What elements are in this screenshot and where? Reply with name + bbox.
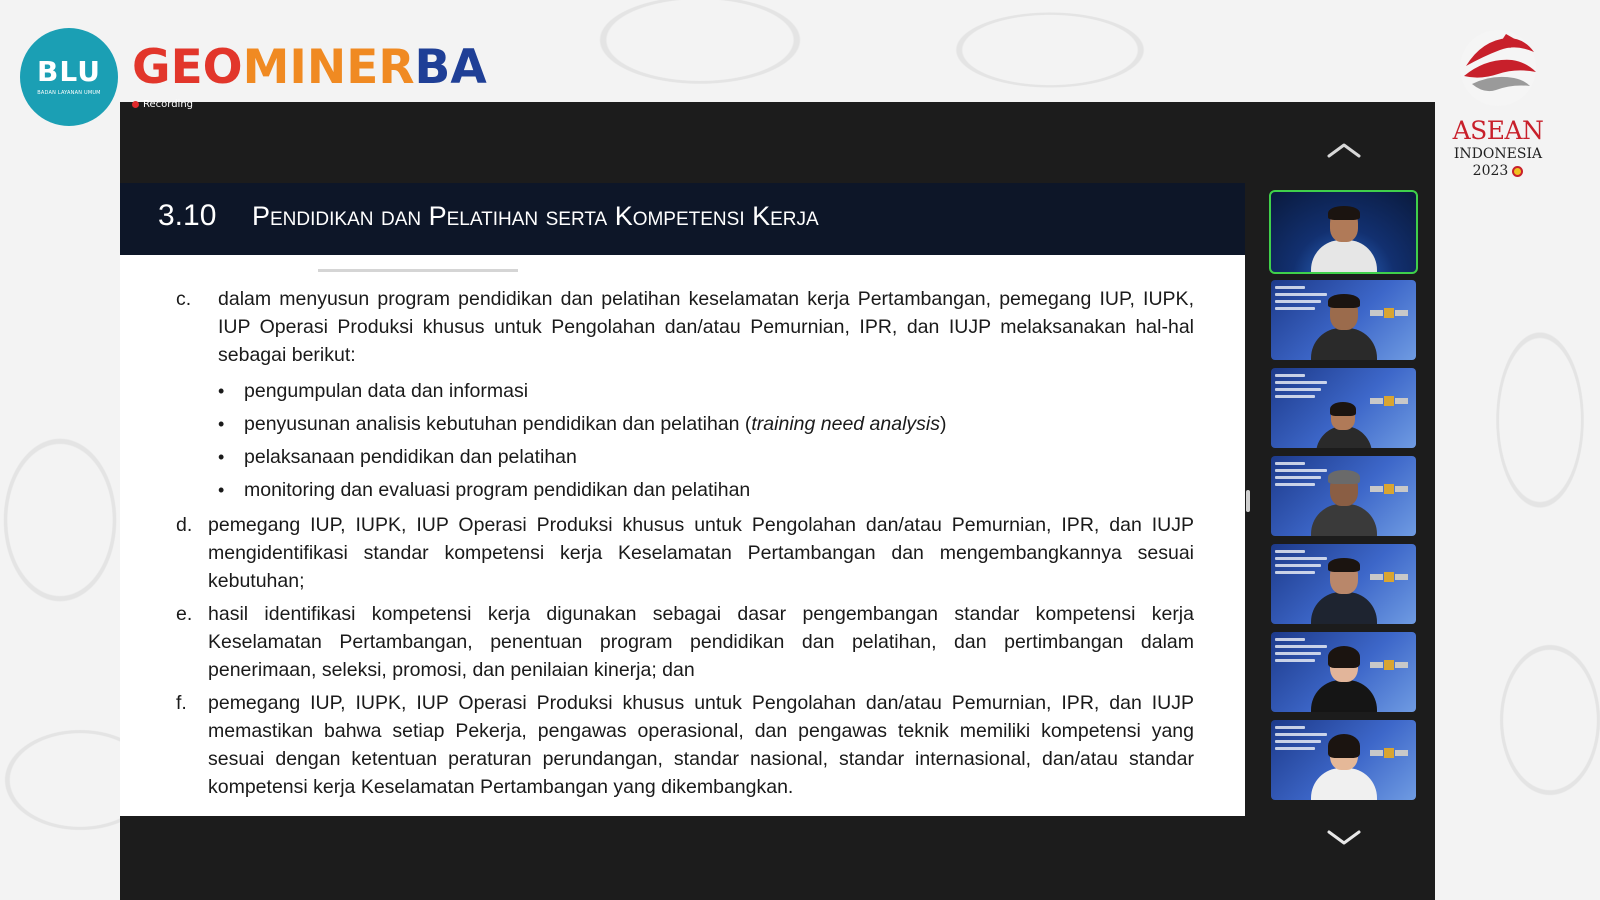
asean-year-row bbox=[1448, 163, 1548, 180]
participant-video-tile[interactable] bbox=[1271, 280, 1416, 360]
list-item-text: pemegang IUP, IUPK, IUP Operasi Produksi khusus untuk Pengolahan dan/atau Pemurnian, IPR, dan IUJP mengidentifikasi standar kompetensi kerja Keselamatan Pertambangan dan mengembangkannya sesuai kebutuhan; bbox=[208, 514, 1194, 592]
list-item-e bbox=[176, 600, 1194, 684]
slide-section-number: 3.10 bbox=[158, 199, 217, 232]
slide-body bbox=[176, 285, 1194, 801]
recording-indicator[interactable] bbox=[132, 97, 193, 111]
list-marker: e. bbox=[176, 603, 193, 625]
asean-emblem-icon bbox=[1456, 26, 1540, 110]
participant-avatar bbox=[1309, 472, 1379, 536]
bullet-dot-icon: • bbox=[218, 413, 225, 434]
participant-video-tile[interactable] bbox=[1271, 368, 1416, 448]
gallery-scroll-up-button[interactable] bbox=[1324, 140, 1364, 160]
participant-avatar bbox=[1314, 404, 1374, 448]
list-item-c bbox=[176, 285, 1194, 369]
list-marker: f. bbox=[176, 692, 187, 714]
bullet-text-close: ) bbox=[940, 412, 947, 435]
geominerba-logo-part-geo: GEO bbox=[132, 40, 243, 95]
gallery-scroll-down-button[interactable] bbox=[1324, 828, 1364, 848]
satellite-icon bbox=[1368, 384, 1410, 418]
participant-video-tile[interactable] bbox=[1271, 456, 1416, 536]
blu-logo bbox=[20, 28, 118, 126]
participant-avatar bbox=[1309, 736, 1379, 800]
shared-slide bbox=[120, 183, 1245, 816]
list-item-text: hasil identifikasi kompetensi kerja digunakan sebagai dasar pengembangan standar kompetensi kerja Keselamatan Pertambangan, penentuan program pendidikan dan pelatihan, dan pertimbangan dalam penerimaan, seleksi, promosi, dan penilaian kinerja; dan bbox=[208, 603, 1194, 681]
list-marker: c. bbox=[176, 288, 192, 310]
bullet-text-main: penyusunan analisis kebutuhan pendidikan dan pelatihan ( bbox=[244, 412, 752, 435]
bullet-text bbox=[244, 410, 947, 438]
participant-avatar bbox=[1309, 208, 1379, 272]
participant-avatar bbox=[1309, 648, 1379, 712]
bullet-item bbox=[218, 473, 1194, 506]
list-item-text: dalam menyusun program pendidikan dan pelatihan keselamatan kerja Pertambangan, pemegang IUP, IUPK, IUP Operasi Produksi khusus untuk Pengolahan dan/atau Pemurnian, IPR, dan IUJP melaksanakan hal-hal sebagai berikut: bbox=[218, 288, 1194, 366]
list-item-f bbox=[176, 689, 1194, 801]
recording-label: Recording bbox=[143, 98, 194, 110]
participant-avatar bbox=[1309, 296, 1379, 360]
participant-video-tile[interactable] bbox=[1271, 632, 1416, 712]
asean-country: INDONESIA bbox=[1453, 146, 1543, 162]
bullet-text-italic: training need analysis bbox=[751, 412, 941, 435]
participant-video-tile-active-speaker[interactable] bbox=[1271, 192, 1416, 272]
list-item-d bbox=[176, 511, 1194, 595]
bullet-item bbox=[218, 374, 1194, 407]
participant-avatar bbox=[1309, 560, 1379, 624]
bullet-item bbox=[218, 407, 1194, 440]
asean-year: 2023 bbox=[1472, 162, 1509, 179]
recording-dot-icon bbox=[132, 101, 139, 108]
slide-divider bbox=[318, 269, 518, 272]
bullet-list bbox=[218, 374, 1194, 506]
geominerba-logo-part-miner: MINER bbox=[242, 40, 415, 95]
bullet-text: pelaksanaan pendidikan dan pelatihan bbox=[244, 445, 577, 468]
list-item-text: pemegang IUP, IUPK, IUP Operasi Produksi khusus untuk Pengolahan dan/atau Pemurnian, IPR, dan IUJP memastikan bahwa setiap Pekerja, pengawas operasional, dan pengawas teknik memiliki kompetensi yang sesuai dengan ketentuan peraturan perundangan, standar nasional, standar internasional, dan/atau standar kompetensi kerja Keselamatan Pertambangan yang dikembangkan. bbox=[208, 692, 1194, 798]
split-view-resize-handle[interactable] bbox=[1246, 490, 1250, 512]
participant-video-tile[interactable] bbox=[1271, 544, 1416, 624]
bullet-text: pengumpulan data dan informasi bbox=[244, 379, 529, 402]
slide-title: Pendidikan dan Pelatihan serta Kompetensi Kerja bbox=[252, 201, 819, 231]
bullet-item bbox=[218, 440, 1194, 473]
blu-logo-text: BLU bbox=[37, 55, 101, 88]
list-marker: d. bbox=[176, 514, 193, 536]
asean-title: ASEAN bbox=[1452, 116, 1544, 145]
geominerba-logo bbox=[132, 40, 487, 96]
geominerba-logo-part-ba: BA bbox=[414, 40, 487, 95]
asean-indonesia-logo bbox=[1448, 26, 1548, 180]
participant-video-tile[interactable] bbox=[1271, 720, 1416, 800]
blu-logo-subtitle: BADAN LAYANAN UMUM bbox=[37, 90, 101, 96]
bullet-dot-icon: • bbox=[218, 446, 225, 467]
bullet-dot-icon: • bbox=[218, 479, 225, 500]
slide-header bbox=[120, 183, 1245, 255]
bullet-dot-icon: • bbox=[218, 380, 225, 401]
chevron-up-icon bbox=[1327, 142, 1361, 158]
chevron-down-icon bbox=[1327, 830, 1361, 846]
asean-mini-emblem-icon bbox=[1512, 166, 1523, 177]
bullet-text: monitoring dan evaluasi program pendidikan dan pelatihan bbox=[244, 478, 751, 501]
